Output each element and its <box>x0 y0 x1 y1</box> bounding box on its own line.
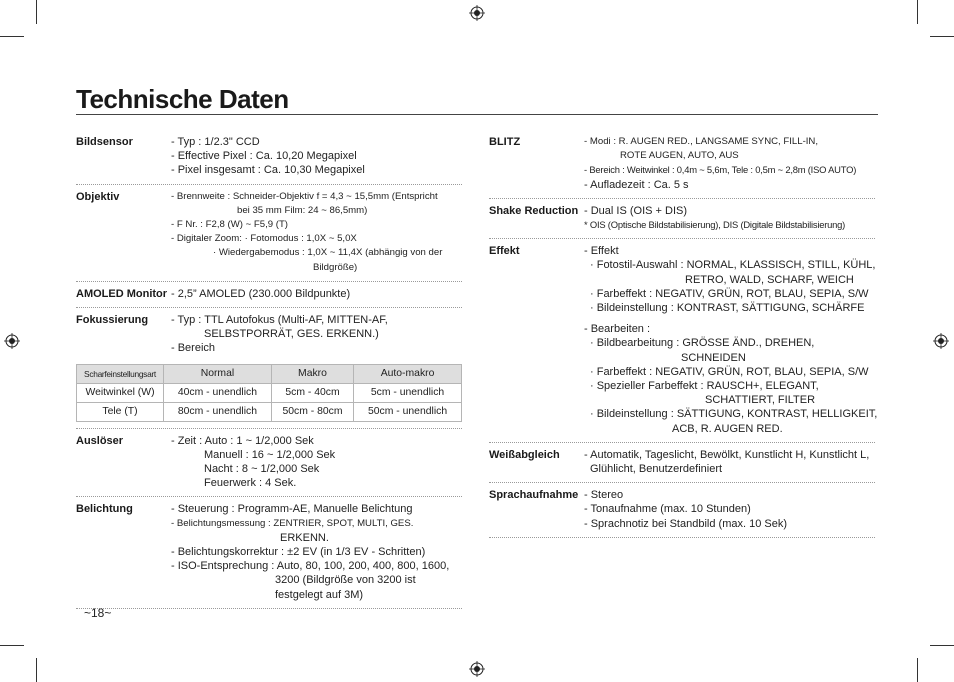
spec-line: * OIS (Optische Bildstabilisierung), DIS (Digitale Bildstabilisierung) <box>584 219 846 231</box>
table-header-cell: Makro <box>271 364 353 383</box>
spec-line: - Effekt <box>584 245 619 258</box>
spec-line: · Bildbearbeitung : GRÖSSE ÄND., DREHEN, <box>590 337 815 350</box>
table-header-cell: Scharfeinstellungsart <box>77 364 164 383</box>
spec-line: · Bildeinstellung : KONTRAST, SÄTTIGUNG, SCHÄRFE <box>590 302 865 315</box>
crop-mark <box>917 658 918 682</box>
spec-line: SELBSTPORRÄT, GES. ERKENN.) <box>204 328 379 341</box>
table-row <box>77 383 462 402</box>
spec-line: - Tonaufnahme (max. 10 Stunden) <box>584 503 751 516</box>
spec-line: - Sprachnotiz bei Standbild (max. 10 Sek) <box>584 517 787 530</box>
table-header-row <box>77 364 462 383</box>
crop-mark <box>0 645 24 646</box>
table-cell: Tele (T) <box>77 402 164 421</box>
table-cell: 40cm - unendlich <box>164 383 272 402</box>
spec-line: ROTE AUGEN, AUTO, AUS <box>620 150 739 162</box>
table-header-cell: Normal <box>164 364 272 383</box>
title-divider <box>76 114 878 115</box>
spec-line: - Modi : R. AUGEN RED., LANGSAME SYNC, FILL-IN, <box>584 136 819 147</box>
table-cell: Weitwinkel (W) <box>77 383 164 402</box>
spec-label: Fokussierung <box>76 314 149 327</box>
spec-line: - Belichtungsmessung : ZENTRIER, SPOT, MULTI, GES. <box>171 517 414 529</box>
spec-line: · Spezieller Farbeffekt : RAUSCH+, ELEGANT, <box>590 380 819 393</box>
spec-label: Sprachaufnahme <box>489 489 579 502</box>
spec-sprachaufnahme <box>489 483 875 538</box>
crop-mark <box>930 36 954 37</box>
spec-line: - Bereich <box>171 342 216 355</box>
registration-mark-icon <box>469 5 485 21</box>
spec-line: - Zeit : Auto : 1 ~ 1/2,000 Sek <box>171 434 314 447</box>
spec-weissabgleich <box>489 443 875 483</box>
spec-line: - Automatik, Tageslicht, Bewölkt, Kunstlicht H, Kunstlicht L, <box>584 448 870 461</box>
crop-mark <box>36 658 37 682</box>
spec-label: BLITZ <box>489 136 521 148</box>
spec-line: Feuerwerk : 4 Sek. <box>204 477 297 490</box>
spec-line: · Farbeffekt : NEGATIV, GRÜN, ROT, BLAU, SEPIA, S/W <box>590 287 869 300</box>
spec-effekt <box>489 239 878 443</box>
spec-label: Effekt <box>489 245 520 258</box>
spec-line: Manuell : 16 ~ 1/2,000 Sek <box>204 448 336 461</box>
spec-line: Nacht : 8 ~ 1/2,000 Sek <box>204 463 320 476</box>
spec-line: SCHATTIERT, FILTER <box>705 394 816 407</box>
spec-line: - 2,5” AMOLED (230.000 Bildpunkte) <box>171 287 351 300</box>
spec-line: - Steuerung : Programm-AE, Manuelle Belichtung <box>171 503 413 516</box>
spec-blitz <box>489 130 875 199</box>
page-title: Technische Daten <box>76 84 289 114</box>
registration-mark-icon <box>933 333 949 349</box>
spec-belichtung <box>76 497 462 608</box>
spec-line: ERKENN. <box>280 531 329 544</box>
spec-line: Bildgröße) <box>313 261 358 273</box>
spec-line: 3200 (Bildgröße von 3200 ist <box>275 574 416 587</box>
spec-objektiv <box>76 185 462 282</box>
spec-line: RETRO, WALD, SCHARF, WEICH <box>685 273 854 286</box>
spec-line: SCHNEIDEN <box>681 351 746 364</box>
spec-fokussierung <box>76 308 462 362</box>
spec-line: - Belichtungskorrektur : ±2 EV (in 1/3 EV - Schritten) <box>171 546 426 559</box>
focus-range-table <box>76 364 462 422</box>
table-header-cell: Auto-makro <box>354 364 462 383</box>
table-cell: 50cm - unendlich <box>354 402 462 421</box>
spec-line: - F Nr. : F2,8 (W) ~ F5,9 (T) <box>171 219 288 231</box>
spec-amoled <box>76 282 462 308</box>
spec-column-right <box>489 130 878 538</box>
spec-line: Glühlicht, Benutzerdefiniert <box>590 463 723 476</box>
spec-line: - Stereo <box>584 489 624 502</box>
crop-mark <box>917 0 918 24</box>
spec-line: · Fotostil-Auswahl : NORMAL, KLASSISCH, STILL, KÜHL, <box>590 259 876 272</box>
crop-mark <box>36 0 37 24</box>
spec-line: - Bereich : Weitwinkel : 0,4m ~ 5,6m, Tele : 0,5m ~ 2,8m (ISO AUTO) <box>584 164 857 176</box>
spec-line: festgelegt auf 3M) <box>275 588 364 601</box>
spec-line: · Bildeinstellung : SÄTTIGUNG, KONTRAST, HELLIGKEIT, <box>590 408 878 421</box>
spec-bildsensor <box>76 130 462 185</box>
table-cell: 50cm - 80cm <box>271 402 353 421</box>
spec-line: - Pixel insgesamt : Ca. 10,30 Megapixel <box>171 164 365 177</box>
table-cell: 80cm - unendlich <box>164 402 272 421</box>
spec-label: Auslöser <box>76 434 124 447</box>
spec-line: - Typ : 1/2.3" CCD <box>171 136 260 148</box>
spec-ausloeser <box>76 429 462 498</box>
registration-mark-icon <box>4 333 20 349</box>
table-cell: 5cm - 40cm <box>271 383 353 402</box>
crop-mark <box>0 36 24 37</box>
spec-label: Shake Reduction <box>489 204 579 217</box>
registration-mark-icon <box>469 661 485 677</box>
spec-shake-reduction <box>489 199 875 239</box>
spec-label: Weißabgleich <box>489 448 560 461</box>
spec-line: - Dual IS (OIS + DIS) <box>584 204 687 217</box>
spec-line: - Aufladezeit : Ca. 5 s <box>584 178 689 191</box>
page-number: ~18~ <box>84 606 112 620</box>
spec-line: ACB, R. AUGEN RED. <box>672 422 783 435</box>
spec-line: - Bearbeiten : <box>584 323 651 336</box>
spec-label: Objektiv <box>76 190 120 203</box>
spec-line: bei 35 mm Film: 24 ~ 86,5mm) <box>237 204 368 216</box>
spec-line: - Effective Pixel : Ca. 10,20 Megapixel <box>171 150 357 163</box>
spec-line: - Digitaler Zoom: · Fotomodus : 1,0X ~ 5,0X <box>171 233 357 245</box>
spec-label: AMOLED Monitor <box>76 287 168 300</box>
spec-line: · Wiedergabemodus : 1,0X ~ 11,4X (abhängig von der <box>213 247 443 259</box>
spec-line: - ISO-Entsprechung : Auto, 80, 100, 200, 400, 800, 1600, <box>171 560 450 573</box>
spec-line: · Farbeffekt : NEGATIV, GRÜN, ROT, BLAU, SEPIA, S/W <box>590 365 869 378</box>
spec-label: Belichtung <box>76 503 133 516</box>
spec-label: Bildsensor <box>76 136 133 148</box>
table-row <box>77 402 462 421</box>
crop-mark <box>930 645 954 646</box>
spec-column-left <box>76 130 462 609</box>
spec-line: - Brennweite : Schneider-Objektiv f = 4,3 ~ 15,5mm (Entspricht <box>171 190 438 202</box>
focus-table-wrap <box>76 364 462 429</box>
table-cell: 5cm - unendlich <box>354 383 462 402</box>
spec-line: - Typ : TTL Autofokus (Multi-AF, MITTEN-AF, <box>171 314 388 327</box>
